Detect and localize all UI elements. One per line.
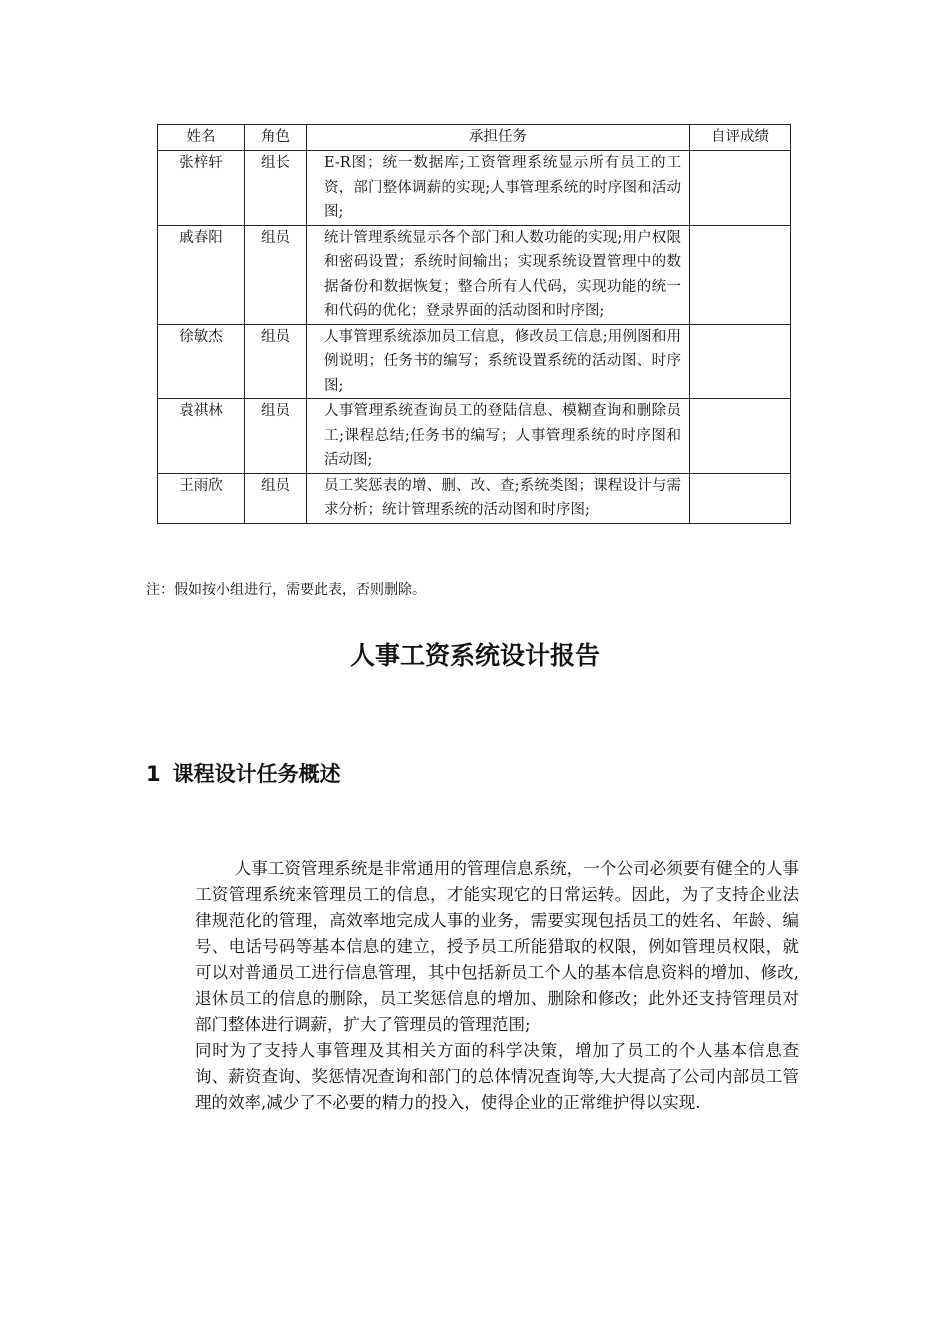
member-role: 组员	[245, 473, 307, 523]
document-title: 人事工资系统设计报告	[349, 641, 600, 670]
member-role: 组长	[245, 151, 307, 226]
header-role: 角色	[245, 125, 307, 151]
member-name: 戚春阳	[158, 225, 245, 324]
table-row	[158, 399, 791, 474]
paragraph: 人事工资管理系统是非常通用的管理信息系统，一个公司必须要有健全的人事工资管理系统来管理员工的信息，才能实现它的日常运转。因此，为了支持企业法律规范化的管理，高效率地完成人事的业务，需要实现包括员工的姓名、年龄、编号、电话号码等基本信息的建立，授予员工所能猎取的权限，例如管理员权限，就可以对普通员工进行信息管理，其中包括新员工个人的基本信息资料的增加、修改,退休员工的信息的删除，员工奖惩信息的增加、删除和修改；此外还支持管理员对部门整体进行调薪，扩大了管理员的管理范围;	[195, 859, 799, 1034]
member-score	[690, 399, 791, 474]
header-task: 承担任务	[307, 125, 690, 151]
table-header-row	[158, 125, 791, 151]
table-row	[158, 151, 791, 226]
member-task: 人事管理系统添加员工信息，修改员工信息;用例图和用例说明；任务书的编写；系统设置系统的活动图、时序图;	[307, 324, 690, 399]
member-role: 组员	[245, 324, 307, 399]
member-name: 王雨欣	[158, 473, 245, 523]
member-score	[690, 225, 791, 324]
member-score	[690, 151, 791, 226]
member-role: 组员	[245, 225, 307, 324]
section-heading	[146, 758, 341, 790]
member-task: E-R图；统一数据库;工资管理系统显示所有员工的工资，部门整体调薪的实现;人事管理系统的时序图和活动图;	[307, 151, 690, 226]
member-name: 徐敏杰	[158, 324, 245, 399]
table-row	[158, 324, 791, 399]
section-title: 课程设计任务概述	[172, 762, 341, 786]
member-task: 员工奖惩表的增、删、改、查;系统类图；课程设计与需求分析；统计管理系统的活动图和时序图;	[307, 473, 690, 523]
member-task: 人事管理系统查询员工的登陆信息、模糊查询和删除员工;课程总结;任务书的编写；人事管理系统的时序图和活动图;	[307, 399, 690, 474]
member-role: 组员	[245, 399, 307, 474]
member-name: 张梓轩	[158, 151, 245, 226]
section-number: 1	[146, 762, 161, 786]
task-assignment-table	[157, 124, 791, 524]
member-name: 袁祺林	[158, 399, 245, 474]
member-task: 统计管理系统显示各个部门和人数功能的实现;用户权限和密码设置；系统时间输出；实现系统设置管理中的数据备份和数据恢复；整合所有人代码，实现功能的统一和代码的优化；登录界面的活动图和时序图;	[307, 225, 690, 324]
paragraph: 同时为了支持人事管理及其相关方面的科学决策，增加了员工的个人基本信息查询、薪资查询、奖惩情况查询和部门的总体情况查询等,大大提高了公司内部员工管理的效率,减少了不必要的精力的投入，使得企业的正常维护得以实现.	[195, 1041, 799, 1112]
table-row	[158, 473, 791, 523]
table-row	[158, 225, 791, 324]
member-score	[690, 473, 791, 523]
table-note: 注：假如按小组进行，需要此表，否则删除。	[146, 582, 426, 598]
header-name: 姓名	[158, 125, 245, 151]
section-body	[195, 856, 799, 1116]
header-self-score: 自评成绩	[690, 125, 791, 151]
member-score	[690, 324, 791, 399]
